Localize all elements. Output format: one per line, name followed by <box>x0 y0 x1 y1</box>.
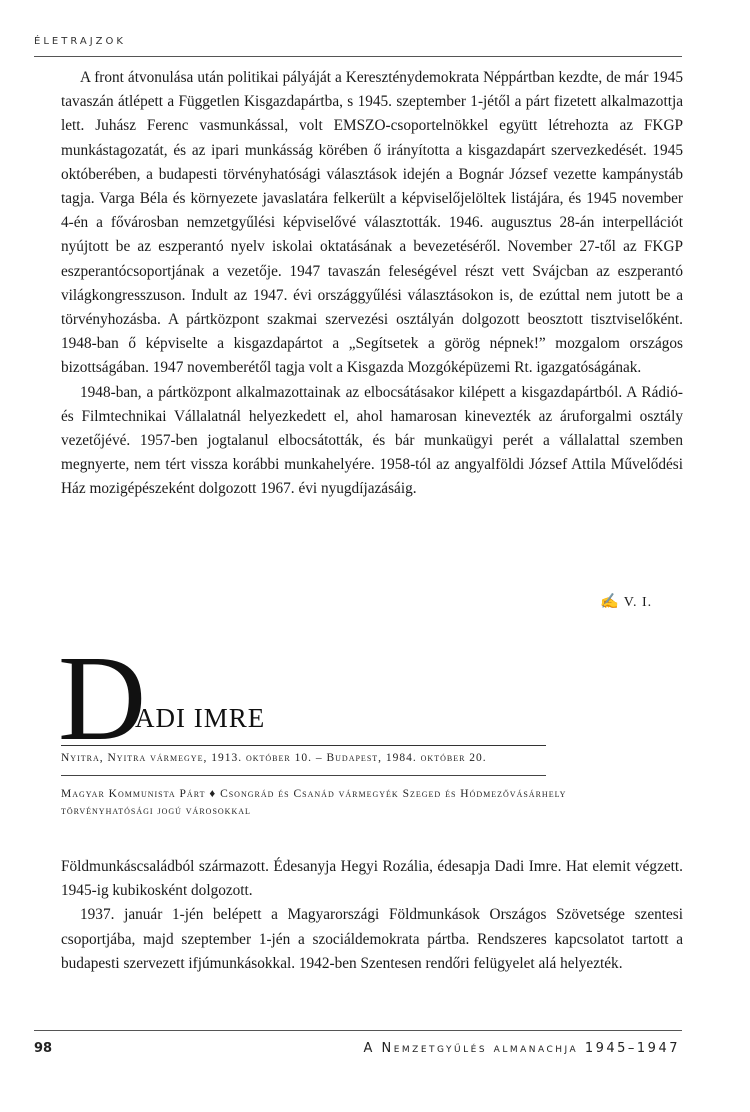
entry-name-rule <box>61 745 546 746</box>
party-line-2: törvényhatósági jogú városokkal <box>61 805 251 817</box>
entry-drop-cap: D <box>58 631 147 766</box>
entry-name: ADI IMRE <box>135 703 266 733</box>
entry-paragraph-2: 1937. január 1-jén belépett a Magyarországi Földmunkások Országos Szövetsége szentesi csoportjába, majd szeptember 1-jén a szociáldemokrata pártba. Rendszeres kapcsolatot tartott a budapesti szervezett ifjúmunkásokkal. 1942-ben Szentesen rendőri felügyelet alá helyezték. <box>61 906 683 972</box>
page-number: 98 <box>34 1041 53 1056</box>
author-initials: V. I. <box>623 595 653 610</box>
previous-biography-continuation <box>61 66 683 502</box>
bio1-paragraph-2: 1948-ban, a pártközpont alkalmazottainak az elbocsátásakor kilépett a kisgazdapártból. A Rádió- és Filmtechnikai Vállalatnál helyezkedett el, ahol hamarosan kinevezték az áruforgalmi osztály vezetőjévé. 1957-ben jogtalanul elbocsátották, és bár munkaügyi perét a vállalattal szemben megnyerte, nem tért vissza korábbi munkahelyére. 1958-tól az angyalföldi József Attila Művelődési Ház mozigépészeként dolgozott 1967. évi nyugdíjazásáig. <box>61 383 683 498</box>
bio1-paragraph-1: A front átvonulása után politikai pályáját a Kereszténydemokrata Néppártban kezdte, de már 1945 tavaszán átlépett a Független Kisgazdapártba, s 1945. szeptember 1-jétől a párt fizetett alkalmazottja lett. Juhász Ferenc vasmunkással, volt EMSZO-csoportelnökkel együtt létrehozta az FKGP munkástagozatát, és az ipari munkásság körében ő irányította a kisgazdapárt szervezkedését. 1945 októberében, a budapesti törvényhatósági választások idején a Bognár József vezette kampánystáb tagja. Varga Béla és környezete javaslatára felkerült a képviselőjelöltek listájára, és 1945 november 4-én a fővárosban nemzetgyűlési képviselővé választották. 1946. augusztus 28-án interpellációt nyújtott be az eszperantó nyelv iskolai oktatásának a bevezetéséről. November 27-től az FKGP eszperantócsoportjának a vezetője. 1947 tavaszán feleségével részt vett Svájcban az eszperantó világkongresszuson. Indult az 1947. évi országgyűlési választásokon is, de ezúttal nem jutott be a törvényhozásba. A pártközpont szakmai szervezési osztályán dolgozott beosztott tisztviselőként. 1948-ban ő képviselte a kisgazdapártot a „Segítsetek a görög népnek!” mozgalom országos bizottságában. 1947 novemberétől tagja volt a Kisgazda Mozgóképüzemi Rt. igazgatóságának. <box>61 69 683 377</box>
entry-biography <box>61 855 683 976</box>
entry-party-constituency <box>61 786 691 820</box>
entry-birth-death: Nyitra, Nyitra vármegye, 1913. október 10. – Budapest, 1984. október 20. <box>61 752 487 764</box>
author-signature <box>600 592 652 611</box>
quill-icon: ✍ <box>600 594 620 610</box>
entry-meta-rule <box>61 775 546 776</box>
footer-rule <box>34 1030 682 1031</box>
entry-paragraph-1: Földmunkáscsaládból származott. Édesanyja Hegyi Rozália, édesapja Dadi Imre. Hat elemit végzett. 1945-ig kubikosként dolgozott. <box>61 858 683 900</box>
party-line-1: Magyar Kommunista Párt ♦ Csongrád és Csanád vármegyék Szeged és Hódmezővásárhely <box>61 788 567 800</box>
header-rule <box>34 56 682 57</box>
running-header: ÉLETRAJZOK <box>34 36 126 47</box>
book-title: A Nemzetgyűlés almanachja 1945–1947 <box>363 1041 680 1056</box>
